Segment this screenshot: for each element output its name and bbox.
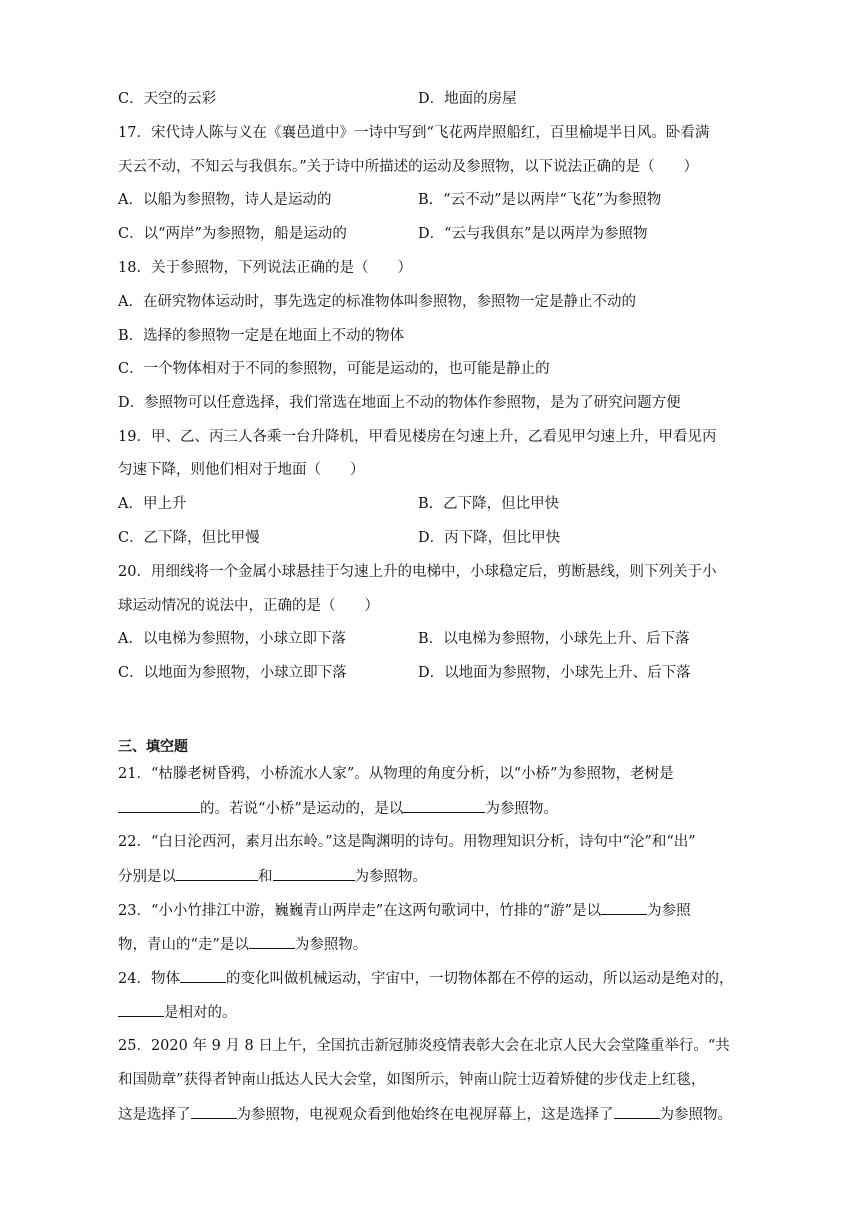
- q21-blank-2[interactable]: [403, 798, 485, 813]
- q25-line2: 和国勋章”获得者钟南山抵达人民大会堂，如图所示，钟南山院士迈着矫健的步伐走上红毯，: [118, 1072, 706, 1088]
- q24-line2: 是相对的。: [118, 1002, 750, 1023]
- q17-stem-line2: 天云不动，不知云与我俱东。”关于诗中所描述的运动及参照物，以下说法正确的是（ ）: [118, 159, 699, 175]
- q23-blank-1[interactable]: [601, 900, 647, 915]
- q20-option-c: C．以地面为参照物，小球立即下落: [118, 665, 347, 681]
- q19-option-c: C．乙下降，但比甲慢: [118, 530, 260, 546]
- q24-line1: 24．物体 的变化叫做机械运动，宇宙中，一切物体都在不停的运动，所以运动是绝对的，: [118, 968, 750, 989]
- q20-stem-line1: 20．用细线将一个金属小球悬挂于匀速上升的电梯中，小球稳定后，剪断悬线，则下列关于小: [118, 564, 717, 580]
- q19-option-a: A．甲上升: [118, 496, 187, 512]
- q18-stem: 18．关于参照物，下列说法正确的是（ ）: [118, 260, 412, 276]
- q25-blank-2[interactable]: [614, 1104, 660, 1119]
- q22-blank-2[interactable]: [273, 866, 355, 881]
- q16-option-c: C．天空的云彩: [118, 91, 217, 107]
- q22-line2: 分别是以 和 为参照物。: [118, 866, 750, 887]
- q17-stem-line1: 17．宋代诗人陈与义在《襄邑道中》一诗中写到“飞花两岸照船红，百里榆堤半日风。卧看满: [118, 125, 710, 141]
- q17-option-b: B．“云不动”是以两岸“飞花”为参照物: [418, 192, 662, 208]
- q19-stem-line1: 19．甲、乙、丙三人各乘一台升降机，甲看见楼房在匀速上升，乙看见甲匀速上升，甲看见丙: [118, 429, 717, 445]
- q25-line1: 25．2020 年 9 月 8 日上午，全国抗击新冠肺炎疫情表彰大会在北京人民大会堂隆重举行。“共: [118, 1038, 730, 1054]
- q17-option-c: C．以“两岸”为参照物，船是运动的: [118, 226, 347, 242]
- q24-blank-1[interactable]: [180, 968, 226, 983]
- q19-option-b: B．乙下降，但比甲快: [418, 496, 560, 512]
- q20-stem-line2: 球运动情况的说法中，正确的是（ ）: [118, 598, 379, 614]
- q23-line1: 23．“小小竹排江中游，巍巍青山两岸走”在这两句歌词中，竹排的“游”是以 为参照: [118, 900, 750, 921]
- q22-blank-1[interactable]: [176, 866, 258, 881]
- q24-blank-2[interactable]: [118, 1002, 164, 1017]
- q18-option-d: D．参照物可以任意选择，我们常选在地面上不动的物体作参照物，是为了研究问题方便: [118, 395, 681, 411]
- section-title-fill-in: 三、填空题: [118, 739, 188, 755]
- q19-option-d: D．丙下降，但比甲快: [418, 530, 561, 546]
- q22-line1: 22．“白日沦西河，素月出东岭。”这是陶渊明的诗句。用物理知识分析，诗句中“沦”和“出”: [118, 834, 696, 850]
- q18-option-b: B．选择的参照物一定是在地面上不动的物体: [118, 328, 405, 344]
- q18-option-a: A．在研究物体运动时，事先选定的标准物体叫参照物，参照物一定是静止不动的: [118, 294, 636, 310]
- q18-option-c: C．一个物体相对于不同的参照物，可能是运动的，也可能是静止的: [118, 361, 550, 377]
- q23-line2: 物，青山的“走”是以 为参照物。: [118, 934, 750, 955]
- q21-line1: 21．“枯滕老树昏鸦，小桥流水人家”。从物理的角度分析，以“小桥”为参照物，老树是: [118, 766, 674, 782]
- q20-option-d: D．以地面为参照物，小球先上升、后下落: [418, 665, 691, 681]
- q17-option-d: D．“云与我俱东”是以两岸为参照物: [418, 226, 648, 242]
- q21-line2: 的。若说“小桥”是运动的，是以 为参照物。: [118, 798, 750, 819]
- q23-blank-2[interactable]: [249, 934, 295, 949]
- q16-option-d: D．地面的房屋: [418, 91, 517, 107]
- q25-line3: 这是选择了 为参照物，电视观众看到他始终在电视屏幕上，这是选择了 为参照物。: [118, 1104, 750, 1125]
- q25-blank-1[interactable]: [191, 1104, 237, 1119]
- q20-option-a: A．以电梯为参照物，小球立即下落: [118, 631, 346, 647]
- q17-option-a: A．以船为参照物，诗人是运动的: [118, 192, 332, 208]
- q19-stem-line2: 匀速下降，则他们相对于地面（ ）: [118, 462, 365, 478]
- q21-blank-1[interactable]: [118, 798, 200, 813]
- q20-option-b: B．以电梯为参照物，小球先上升、后下落: [418, 631, 690, 647]
